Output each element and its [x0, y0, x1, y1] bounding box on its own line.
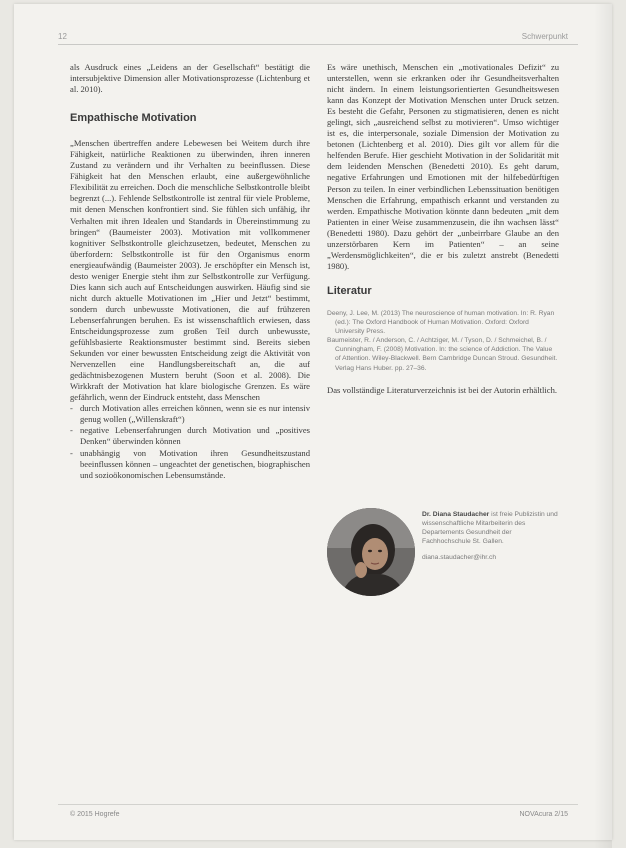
reference-list [327, 309, 559, 373]
right-column [327, 62, 559, 396]
journal-issue: NOVAcura 2/15 [519, 811, 568, 818]
section-heading: Empathische Motivation [70, 112, 197, 125]
literature-heading: Literatur [327, 284, 372, 297]
left-column [70, 62, 310, 481]
author-email[interactable]: diana.staudacher@ihr.ch [422, 554, 497, 562]
footer-rule [58, 804, 578, 805]
page-edge-shadow [594, 4, 612, 848]
header-rule [58, 44, 578, 45]
bullet-item: - durch Motivation alles erreichen können, wenn sie es nur intensiv genug wollen („Willenskraft“) [70, 403, 310, 425]
page-number: 12 [58, 32, 67, 41]
author-bio: ist freie Publizistin und wissenschaftliche Mitarbeiterin des Departements Gesundheit der Fachhochschule St. Gallen. [422, 511, 558, 546]
bullet-item: - unabhängig von Motivation ihren Gesundheitszustand beeinflussen können – ungeachtet der genetischen, biographischen und sozioökonomischen Lebensumstände. [70, 448, 310, 481]
author-name: Dr. Diana Staudacher [422, 511, 490, 518]
author-photo [327, 508, 415, 596]
literature-note: Das vollständige Literaturverzeichnis ist bei der Autorin erhältlich. [327, 384, 558, 395]
author-bio-block [422, 510, 562, 562]
bullet-item: - negative Lebenserfahrungen durch Motivation und „positives Denken“ überwinden können [70, 425, 310, 447]
reference-item: Baumeister, R. / Anderson, C. / Achtziger, M. / Tyson, D. / Schmeichel, B. / Cunningham, F. (2008) Motivation. In: the science of Addiction. The Value of Attention. Wiley-Blackwell. Bern Cambridge Duncan Stroud. Gesundheit. Verlag Hans Huber. pp. 27–36. [327, 337, 558, 372]
copyright: © 2015 Hogrefe [70, 811, 120, 818]
reference-item: Deeny, J. Lee, M. (2013) The neuroscience of human motivation. In: R. Ryan (ed.): The Oxford Handbook of Human Motivation. Oxford: Oxford University Press. [327, 309, 555, 336]
author-box [327, 508, 559, 608]
body-paragraph: „Menschen übertreffen andere Lebewesen bei Weitem durch ihre Fähigkeit, natürliche Reaktionen zu überwinden, ihren inneren Zustand zu verändern und ihr Verhalten zu beeinflussen. Diese Fähigkeit hat den Menschen erlaubt, eine außergewöhnliche Flexibilität zu erreichen. Doch die menschliche Selbstkontrolle bleibt begrenzt (...). Fehlende Selbstkontrolle ist zentral für viele Probleme, mit denen Menschen konfrontiert sind. Sie fühlen sich unfähig, ihr Verhalten mit ihren Idealen und Standards in Übereinstimmung zu bringen“ (Baumeister 2003). Motivation mit vollkommener kognitiver Selbstkontrolle gleichzusetzen, bedeutet, Menschen zu überfordern: Selbstkontrolle ist für den Organismus enorm energieaufwändig (Baumeister 2003). Je erschöpfter ein Mensch ist, desto weniger Energie steht ihm zur Selbstkontrolle zur Verfügung. Dies kann sich auch auf Entscheidungen auswirken. Häufig sind sie nicht durch aktuelle Motivationen im „Hier und Jetzt“ bestimmt, sondern durch unbewusste Motivationen, die auf frühzeren Lebenserfahrungen beruhen. Es ist wissenschaftlich erwiesen, dass Entscheidungsprozesse zum großen Teil durch unbewusste, gefühlsbasierte Reaktionsmuster bestimmt sind. Bereits sieben Sekunden vor einer bewussten Entscheidung zeigt die Aktivität von Nervenzellen eine Handlungsbereitschaft an, die auf gedächtnisbezogenen Mustern beruht (Soon et al. 2008). Die Wirkkraft der Motivation hat klare biologische Grenzen. Es wäre gefährlich, wenn der Eindruck entsteht, dass Menschen [70, 138, 310, 403]
section-label: Schwerpunkt [521, 32, 568, 41]
body-paragraph: Es wäre unethisch, Menschen ein „motivationales Defizit“ zu unterstellen, wenn sie erkranken oder ihr Gesundheitsverhalten nicht ändern. In einem leistungsorientierten Gesundheitswesen kann das Konzept der Motivation Menschen unter Druck setzen. Es besteht die Gefahr, Personen zu stigmatisieren, denen es nicht gelingt, sich „ausreichend selbst zu motivieren“. Umso wichtiger ist es, die interpersonale, soziale Dimension der Motivation zu betonen (Lichtenberg et al. 2010). Dies gilt vor allem für die helfenden Berufe. Hier geschieht Motivation in der Solidarität mit dem leidenden Menschen (Benedetti 2010). Es geht darum, negative Erfahrungen und Emotionen mit der hilfebedürftigen Person zu teilen. In einer verbindlichen Lebenssituation benötigen Menschen die Erfahrung, empathisch erkannt und verstanden zu werden. Empathische Motivation könnte dann bedeuten „mit dem Patienten in einer Weise zusammenzusein, die ihn wachsen lässt“ (Benedetti 1980). Dazu gehört der „unbeirrbare Glaube an den unzerstörbaren Kern im Patienten“ – an seine „Werdensmöglichkeiten“, die er bis zuletzt anstrebt (Benedetti 1980). [327, 62, 559, 271]
bullet-list [70, 403, 310, 480]
intro-paragraph: als Ausdruck eines „Leidens an der Gesellschaft“ bestätigt die intersubjektive Dimension aller Motivationsprozesse (Lichtenburg et al. 2010). [70, 62, 310, 95]
